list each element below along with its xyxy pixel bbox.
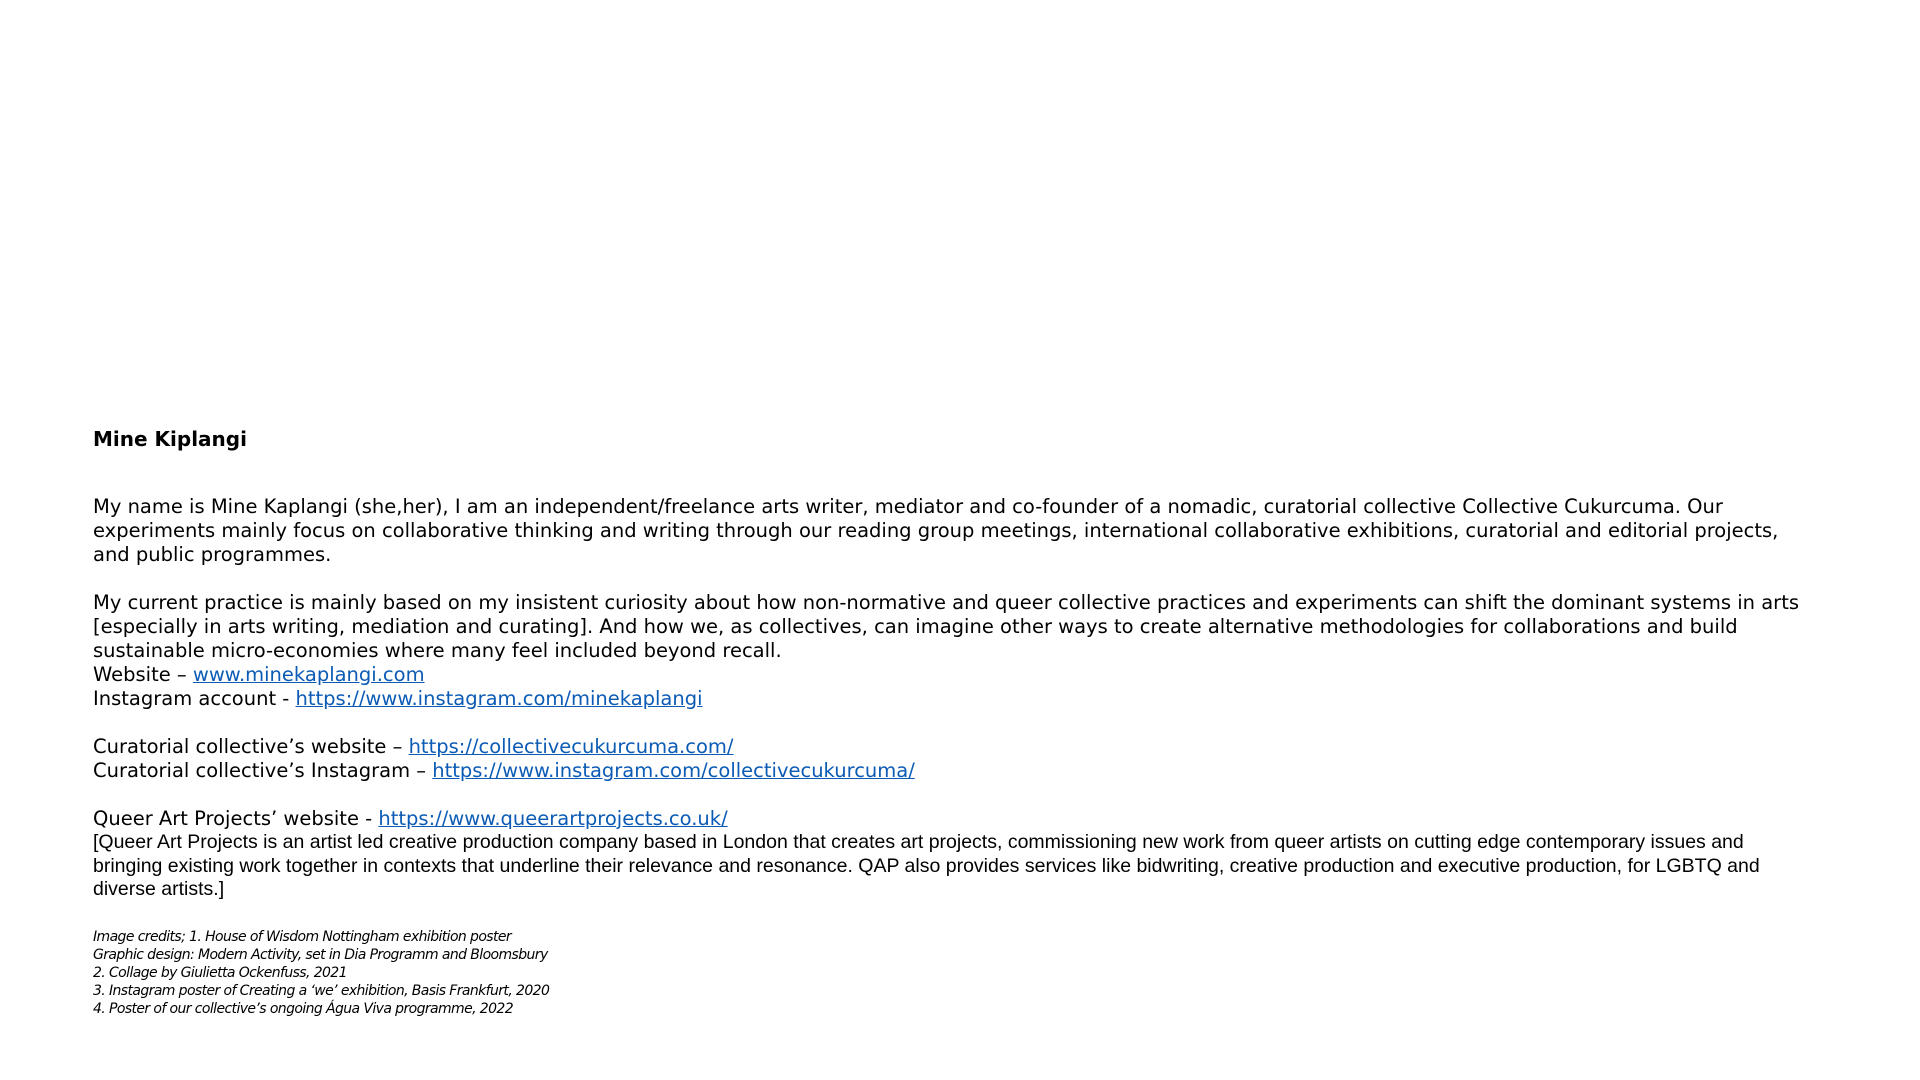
paragraph-spacer	[93, 711, 1813, 735]
qap-website-line	[93, 807, 1813, 831]
instagram-line	[93, 687, 1813, 711]
collective-website-line	[93, 735, 1813, 759]
website-line	[93, 663, 1813, 687]
image-credits	[93, 928, 1813, 1019]
document-body	[93, 425, 1813, 1019]
document-title: Mine Kiplangi	[93, 427, 247, 451]
website-label: Website –	[93, 663, 193, 686]
credit-line: Graphic design: Modern Activity, set in Dia Programm and Bloomsbury	[93, 946, 548, 963]
collective-instagram-label: Curatorial collective’s Instagram –	[93, 759, 433, 782]
collective-website-label: Curatorial collective’s website –	[93, 735, 409, 758]
collective-instagram-link[interactable]: https://www.instagram.com/collectivecukurcuma/	[432, 759, 915, 782]
credit-line: 3. Instagram poster of Creating a ‘we’ exhibition, Basis Frankfurt, 2020	[93, 983, 550, 1000]
instagram-link[interactable]: https://www.instagram.com/minekaplangi	[295, 687, 703, 710]
qap-website-label: Queer Art Projects’ website -	[93, 807, 379, 830]
collective-instagram-line	[93, 759, 1813, 783]
intro-paragraph: My name is Mine Kaplangi (she,her), I am an independent/freelance arts writer, mediator and co-founder of a nomadic, curatorial collective Collective Cukurcuma. Our experiments mainly focus on collaborative thinking and writing through our reading group meetings, international collaborative exhibitions, curatorial and editorial projects, and public programmes.	[93, 495, 1779, 566]
instagram-label: Instagram account -	[93, 687, 296, 710]
website-link[interactable]: www.minekaplangi.com	[192, 663, 425, 686]
credit-line: Image credits; 1. House of Wisdom Nottingham exhibition poster	[93, 928, 512, 945]
qap-description: [Queer Art Projects is an artist led creative production company based in London that creates art projects, commissioning new work from queer artists on cutting edge contemporary issues and bringing existing work together in contexts that underline their relevance and resonance. QAP also provides services like bidwriting, creative production and executive production, for LGBTQ and diverse artists.]	[93, 831, 1760, 900]
collective-website-link[interactable]: https://collectivecukurcuma.com/	[408, 735, 734, 758]
paragraph-spacer	[93, 783, 1813, 807]
credit-line: 4. Poster of our collective’s ongoing Água Viva programme, 2022	[93, 1001, 514, 1018]
qap-website-link[interactable]: https://www.queerartprojects.co.uk/	[378, 807, 728, 830]
paragraph-spacer	[93, 567, 1813, 591]
credit-line: 2. Collage by Giulietta Ockenfuss, 2021	[93, 964, 347, 981]
practice-paragraph: My current practice is mainly based on my insistent curiosity about how non-normative and queer collective practices and experiments can shift the dominant systems in arts [especially in arts writing, mediation and curating]. And how we, as collectives, can imagine other ways to create alternative methodologies for collaborations and build sustainable micro-economies where many feel included beyond recall.	[93, 591, 1799, 662]
